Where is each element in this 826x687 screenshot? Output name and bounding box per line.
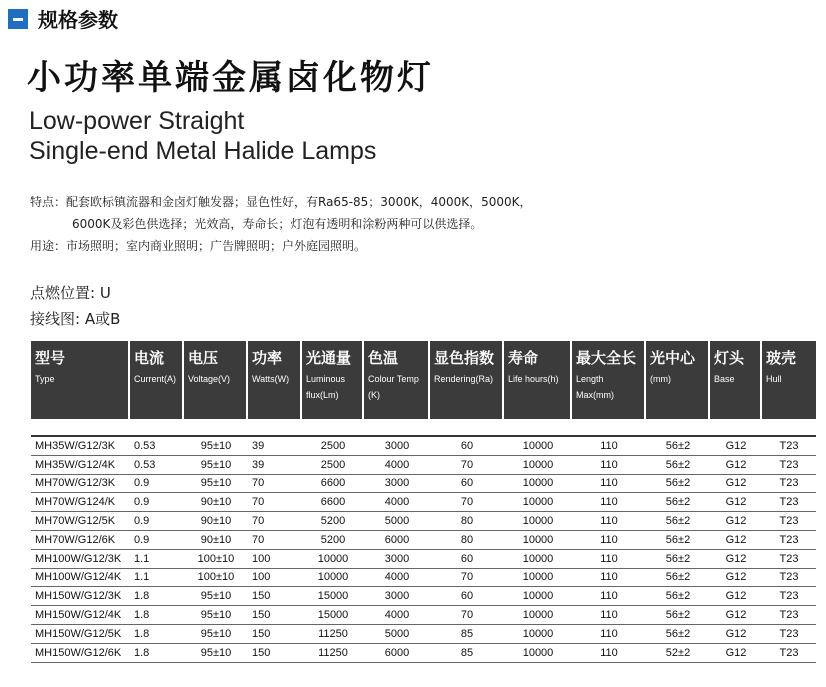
table-cell: 150 bbox=[248, 587, 302, 606]
table-cell: 56±2 bbox=[646, 437, 710, 456]
table-cell: G12 bbox=[710, 512, 762, 531]
table-cell: 70 bbox=[248, 475, 302, 494]
column-header bbox=[364, 341, 430, 419]
table-cell: G12 bbox=[710, 550, 762, 569]
table-cell: 110 bbox=[572, 625, 646, 644]
table-cell: 56±2 bbox=[646, 587, 710, 606]
column-header bbox=[302, 341, 364, 419]
column-header-en: Colour Temp (K) bbox=[368, 374, 419, 400]
table-cell: 3000 bbox=[364, 587, 430, 606]
table-cell: G12 bbox=[710, 475, 762, 494]
table-cell: MH100W/G12/4K bbox=[31, 569, 130, 588]
table-cell: 4000 bbox=[364, 606, 430, 625]
table-cell: 10000 bbox=[504, 531, 572, 550]
column-header-en: Rendering(Ra) bbox=[434, 374, 494, 384]
table-cell: 10000 bbox=[504, 437, 572, 456]
table-header-row bbox=[31, 341, 816, 419]
column-header-cn: 功率 bbox=[252, 349, 283, 367]
table-cell: 110 bbox=[572, 531, 646, 550]
table-row bbox=[31, 644, 816, 663]
table-cell: 3000 bbox=[364, 437, 430, 456]
table-cell: G12 bbox=[710, 437, 762, 456]
table-cell: MH150W/G12/4K bbox=[31, 606, 130, 625]
column-header-en: Base bbox=[714, 374, 735, 384]
table-cell: 100±10 bbox=[184, 569, 248, 588]
table-cell: 6000 bbox=[364, 644, 430, 663]
table-cell: G12 bbox=[710, 606, 762, 625]
table-cell: 10000 bbox=[504, 550, 572, 569]
table-cell: 10000 bbox=[302, 550, 364, 569]
table-cell: 110 bbox=[572, 587, 646, 606]
table-cell: G12 bbox=[710, 569, 762, 588]
table-row bbox=[31, 512, 816, 531]
column-header-en: Life hours(h) bbox=[508, 374, 559, 384]
table-cell: MH70W/G12/6K bbox=[31, 531, 130, 550]
table-cell: T23 bbox=[762, 475, 816, 494]
column-header-en: Hull bbox=[766, 374, 782, 384]
table-spacer bbox=[31, 419, 816, 437]
table-cell: 3000 bbox=[364, 475, 430, 494]
table-cell: 80 bbox=[430, 512, 504, 531]
wiring-diagram: 接线图: A或B bbox=[30, 310, 121, 328]
column-header bbox=[572, 341, 646, 419]
column-header-en: Type bbox=[35, 374, 55, 384]
features-line2: 6000K及彩色供选择；光效高，寿命长；灯泡有透明和涂粉两种可以供选择。 bbox=[72, 217, 483, 231]
table-cell: 70 bbox=[430, 456, 504, 475]
table-cell: 5200 bbox=[302, 512, 364, 531]
product-title-cn: 小功率单端金属卤化物灯 bbox=[27, 58, 434, 98]
table-cell: 110 bbox=[572, 569, 646, 588]
table-cell: 10000 bbox=[302, 569, 364, 588]
column-header-en: Luminous flux(Lm) bbox=[306, 374, 346, 400]
table-cell: 100±10 bbox=[184, 550, 248, 569]
table-cell: 85 bbox=[430, 644, 504, 663]
table-cell: 39 bbox=[248, 437, 302, 456]
table-cell: 70 bbox=[430, 493, 504, 512]
features-line1: 特点：配套欧标镇流器和金卤灯触发器；显色性好，有Ra65-85；3000K，4000K，5000K， bbox=[30, 195, 532, 209]
table-cell: 56±2 bbox=[646, 493, 710, 512]
table-cell: 110 bbox=[572, 437, 646, 456]
column-header-en: (mm) bbox=[650, 374, 671, 384]
table-cell: 6000 bbox=[364, 531, 430, 550]
table-cell: 5200 bbox=[302, 531, 364, 550]
table-cell: 10000 bbox=[504, 606, 572, 625]
table-cell: 110 bbox=[572, 550, 646, 569]
table-cell: 60 bbox=[430, 587, 504, 606]
table-row bbox=[31, 625, 816, 644]
table-cell: G12 bbox=[710, 587, 762, 606]
table-cell: 1.8 bbox=[130, 644, 184, 663]
table-row bbox=[31, 493, 816, 512]
column-header bbox=[504, 341, 572, 419]
table-cell: MH150W/G12/3K bbox=[31, 587, 130, 606]
product-title-en-line2: Single-end Metal Halide Lamps bbox=[29, 137, 377, 165]
table-cell: 56±2 bbox=[646, 456, 710, 475]
usage-text: 用途：市场照明；室内商业照明；广告牌照明；户外庭园照明。 bbox=[30, 239, 367, 253]
table-cell: 0.9 bbox=[130, 475, 184, 494]
table-cell: 150 bbox=[248, 606, 302, 625]
column-header-cn: 光中心 bbox=[650, 349, 696, 367]
table-cell: MH150W/G12/5K bbox=[31, 625, 130, 644]
product-title-en bbox=[29, 106, 376, 166]
table-cell: 56±2 bbox=[646, 512, 710, 531]
spec-table bbox=[31, 341, 816, 663]
table-cell: 3000 bbox=[364, 550, 430, 569]
table-cell: 10000 bbox=[504, 644, 572, 663]
column-header bbox=[762, 341, 816, 419]
table-cell: 95±10 bbox=[184, 475, 248, 494]
table-cell: 90±10 bbox=[184, 531, 248, 550]
table-row bbox=[31, 606, 816, 625]
table-cell: 70 bbox=[430, 606, 504, 625]
table-cell: T23 bbox=[762, 625, 816, 644]
table-row bbox=[31, 550, 816, 569]
table-cell: T23 bbox=[762, 531, 816, 550]
table-cell: 70 bbox=[248, 493, 302, 512]
table-cell: 52±2 bbox=[646, 644, 710, 663]
table-cell: 95±10 bbox=[184, 437, 248, 456]
column-header bbox=[430, 341, 504, 419]
table-cell: 10000 bbox=[504, 456, 572, 475]
table-cell: 39 bbox=[248, 456, 302, 475]
table-cell: T23 bbox=[762, 456, 816, 475]
column-header-cn: 色温 bbox=[368, 349, 399, 367]
table-cell: 95±10 bbox=[184, 606, 248, 625]
table-cell: 56±2 bbox=[646, 475, 710, 494]
column-header-en: Watts(W) bbox=[252, 374, 290, 384]
table-cell: 95±10 bbox=[184, 625, 248, 644]
table-cell: 110 bbox=[572, 644, 646, 663]
table-cell: 60 bbox=[430, 475, 504, 494]
table-cell: 4000 bbox=[364, 569, 430, 588]
table-cell: 56±2 bbox=[646, 531, 710, 550]
table-cell: MH35W/G12/3K bbox=[31, 437, 130, 456]
table-cell: 10000 bbox=[504, 512, 572, 531]
table-cell: 110 bbox=[572, 512, 646, 531]
column-header bbox=[248, 341, 302, 419]
table-cell: 150 bbox=[248, 625, 302, 644]
table-cell: MH70W/G12/3K bbox=[31, 475, 130, 494]
table-cell: 56±2 bbox=[646, 550, 710, 569]
table-row bbox=[31, 569, 816, 588]
table-cell: 1.8 bbox=[130, 625, 184, 644]
table-cell: 56±2 bbox=[646, 625, 710, 644]
table-row bbox=[31, 437, 816, 456]
product-title-en-line1: Low-power Straight bbox=[29, 107, 245, 135]
table-cell: 80 bbox=[430, 531, 504, 550]
table-cell: 0.9 bbox=[130, 493, 184, 512]
table-cell: G12 bbox=[710, 456, 762, 475]
table-cell: 60 bbox=[430, 550, 504, 569]
table-cell: 5000 bbox=[364, 625, 430, 644]
table-cell: 15000 bbox=[302, 606, 364, 625]
column-header bbox=[130, 341, 184, 419]
column-header-cn: 最大全长 bbox=[576, 349, 637, 367]
burning-position: 点燃位置: U bbox=[30, 284, 111, 302]
column-header-cn: 显色指数 bbox=[434, 349, 495, 367]
table-cell: 85 bbox=[430, 625, 504, 644]
table-cell: 6600 bbox=[302, 475, 364, 494]
column-header-cn: 电流 bbox=[134, 349, 165, 367]
table-cell: 10000 bbox=[504, 625, 572, 644]
table-cell: 95±10 bbox=[184, 587, 248, 606]
table-cell: 2500 bbox=[302, 437, 364, 456]
table-cell: 4000 bbox=[364, 493, 430, 512]
table-cell: 60 bbox=[430, 437, 504, 456]
table-cell: 1.8 bbox=[130, 587, 184, 606]
table-cell: 10000 bbox=[504, 475, 572, 494]
table-row bbox=[31, 456, 816, 475]
table-cell: G12 bbox=[710, 531, 762, 550]
column-header bbox=[184, 341, 248, 419]
column-header bbox=[646, 341, 710, 419]
table-cell: 70 bbox=[430, 569, 504, 588]
table-cell: 90±10 bbox=[184, 493, 248, 512]
table-cell: 10000 bbox=[504, 493, 572, 512]
table-cell: 95±10 bbox=[184, 644, 248, 663]
section-header bbox=[8, 4, 118, 33]
column-header-cn: 电压 bbox=[188, 349, 219, 367]
table-cell: MH100W/G12/3K bbox=[31, 550, 130, 569]
table-row bbox=[31, 531, 816, 550]
column-header-cn: 型号 bbox=[35, 349, 66, 367]
column-header-en: Voltage(V) bbox=[188, 374, 231, 384]
column-header-en: Length Max(mm) bbox=[576, 374, 614, 400]
table-cell: G12 bbox=[710, 625, 762, 644]
column-header bbox=[710, 341, 762, 419]
table-cell: T23 bbox=[762, 587, 816, 606]
table-cell: 0.9 bbox=[130, 531, 184, 550]
table-cell: 110 bbox=[572, 493, 646, 512]
table-row bbox=[31, 587, 816, 606]
column-header-cn: 灯头 bbox=[714, 349, 745, 367]
table-cell: 110 bbox=[572, 456, 646, 475]
table-cell: 56±2 bbox=[646, 606, 710, 625]
table-cell: 95±10 bbox=[184, 456, 248, 475]
table-cell: 1.1 bbox=[130, 550, 184, 569]
table-cell: 6600 bbox=[302, 493, 364, 512]
table-cell: G12 bbox=[710, 644, 762, 663]
table-cell: T23 bbox=[762, 569, 816, 588]
column-header-cn: 玻壳 bbox=[766, 349, 797, 367]
table-cell: 100 bbox=[248, 569, 302, 588]
table-cell: T23 bbox=[762, 644, 816, 663]
table-cell: T23 bbox=[762, 606, 816, 625]
table-cell: 5000 bbox=[364, 512, 430, 531]
table-cell: MH70W/G124/K bbox=[31, 493, 130, 512]
table-cell: 2500 bbox=[302, 456, 364, 475]
table-cell: 1.1 bbox=[130, 569, 184, 588]
table-cell: T23 bbox=[762, 550, 816, 569]
table-cell: T23 bbox=[762, 493, 816, 512]
table-cell: 0.53 bbox=[130, 437, 184, 456]
table-cell: MH35W/G12/4K bbox=[31, 456, 130, 475]
column-header-cn: 光通量 bbox=[306, 349, 352, 367]
table-cell: 90±10 bbox=[184, 512, 248, 531]
table-cell: T23 bbox=[762, 437, 816, 456]
section-title: 规格参数 bbox=[38, 8, 118, 32]
table-cell: 4000 bbox=[364, 456, 430, 475]
column-header-cn: 寿命 bbox=[508, 349, 539, 367]
table-cell: G12 bbox=[710, 493, 762, 512]
table-cell: 11250 bbox=[302, 625, 364, 644]
table-row bbox=[31, 475, 816, 494]
table-cell: T23 bbox=[762, 512, 816, 531]
table-cell: 100 bbox=[248, 550, 302, 569]
minus-square-icon bbox=[8, 9, 28, 29]
table-cell: 0.9 bbox=[130, 512, 184, 531]
table-cell: 15000 bbox=[302, 587, 364, 606]
table-cell: 0.53 bbox=[130, 456, 184, 475]
column-header bbox=[31, 341, 130, 419]
table-cell: 110 bbox=[572, 606, 646, 625]
table-cell: 70 bbox=[248, 512, 302, 531]
table-cell: 10000 bbox=[504, 587, 572, 606]
table-cell: MH70W/G12/5K bbox=[31, 512, 130, 531]
table-cell: 11250 bbox=[302, 644, 364, 663]
table-cell: 10000 bbox=[504, 569, 572, 588]
table-cell: 1.8 bbox=[130, 606, 184, 625]
column-header-en: Current(A) bbox=[134, 374, 177, 384]
table-cell: MH150W/G12/6K bbox=[31, 644, 130, 663]
table-cell: 70 bbox=[248, 531, 302, 550]
table-cell: 150 bbox=[248, 644, 302, 663]
table-cell: 56±2 bbox=[646, 569, 710, 588]
table-cell: 110 bbox=[572, 475, 646, 494]
